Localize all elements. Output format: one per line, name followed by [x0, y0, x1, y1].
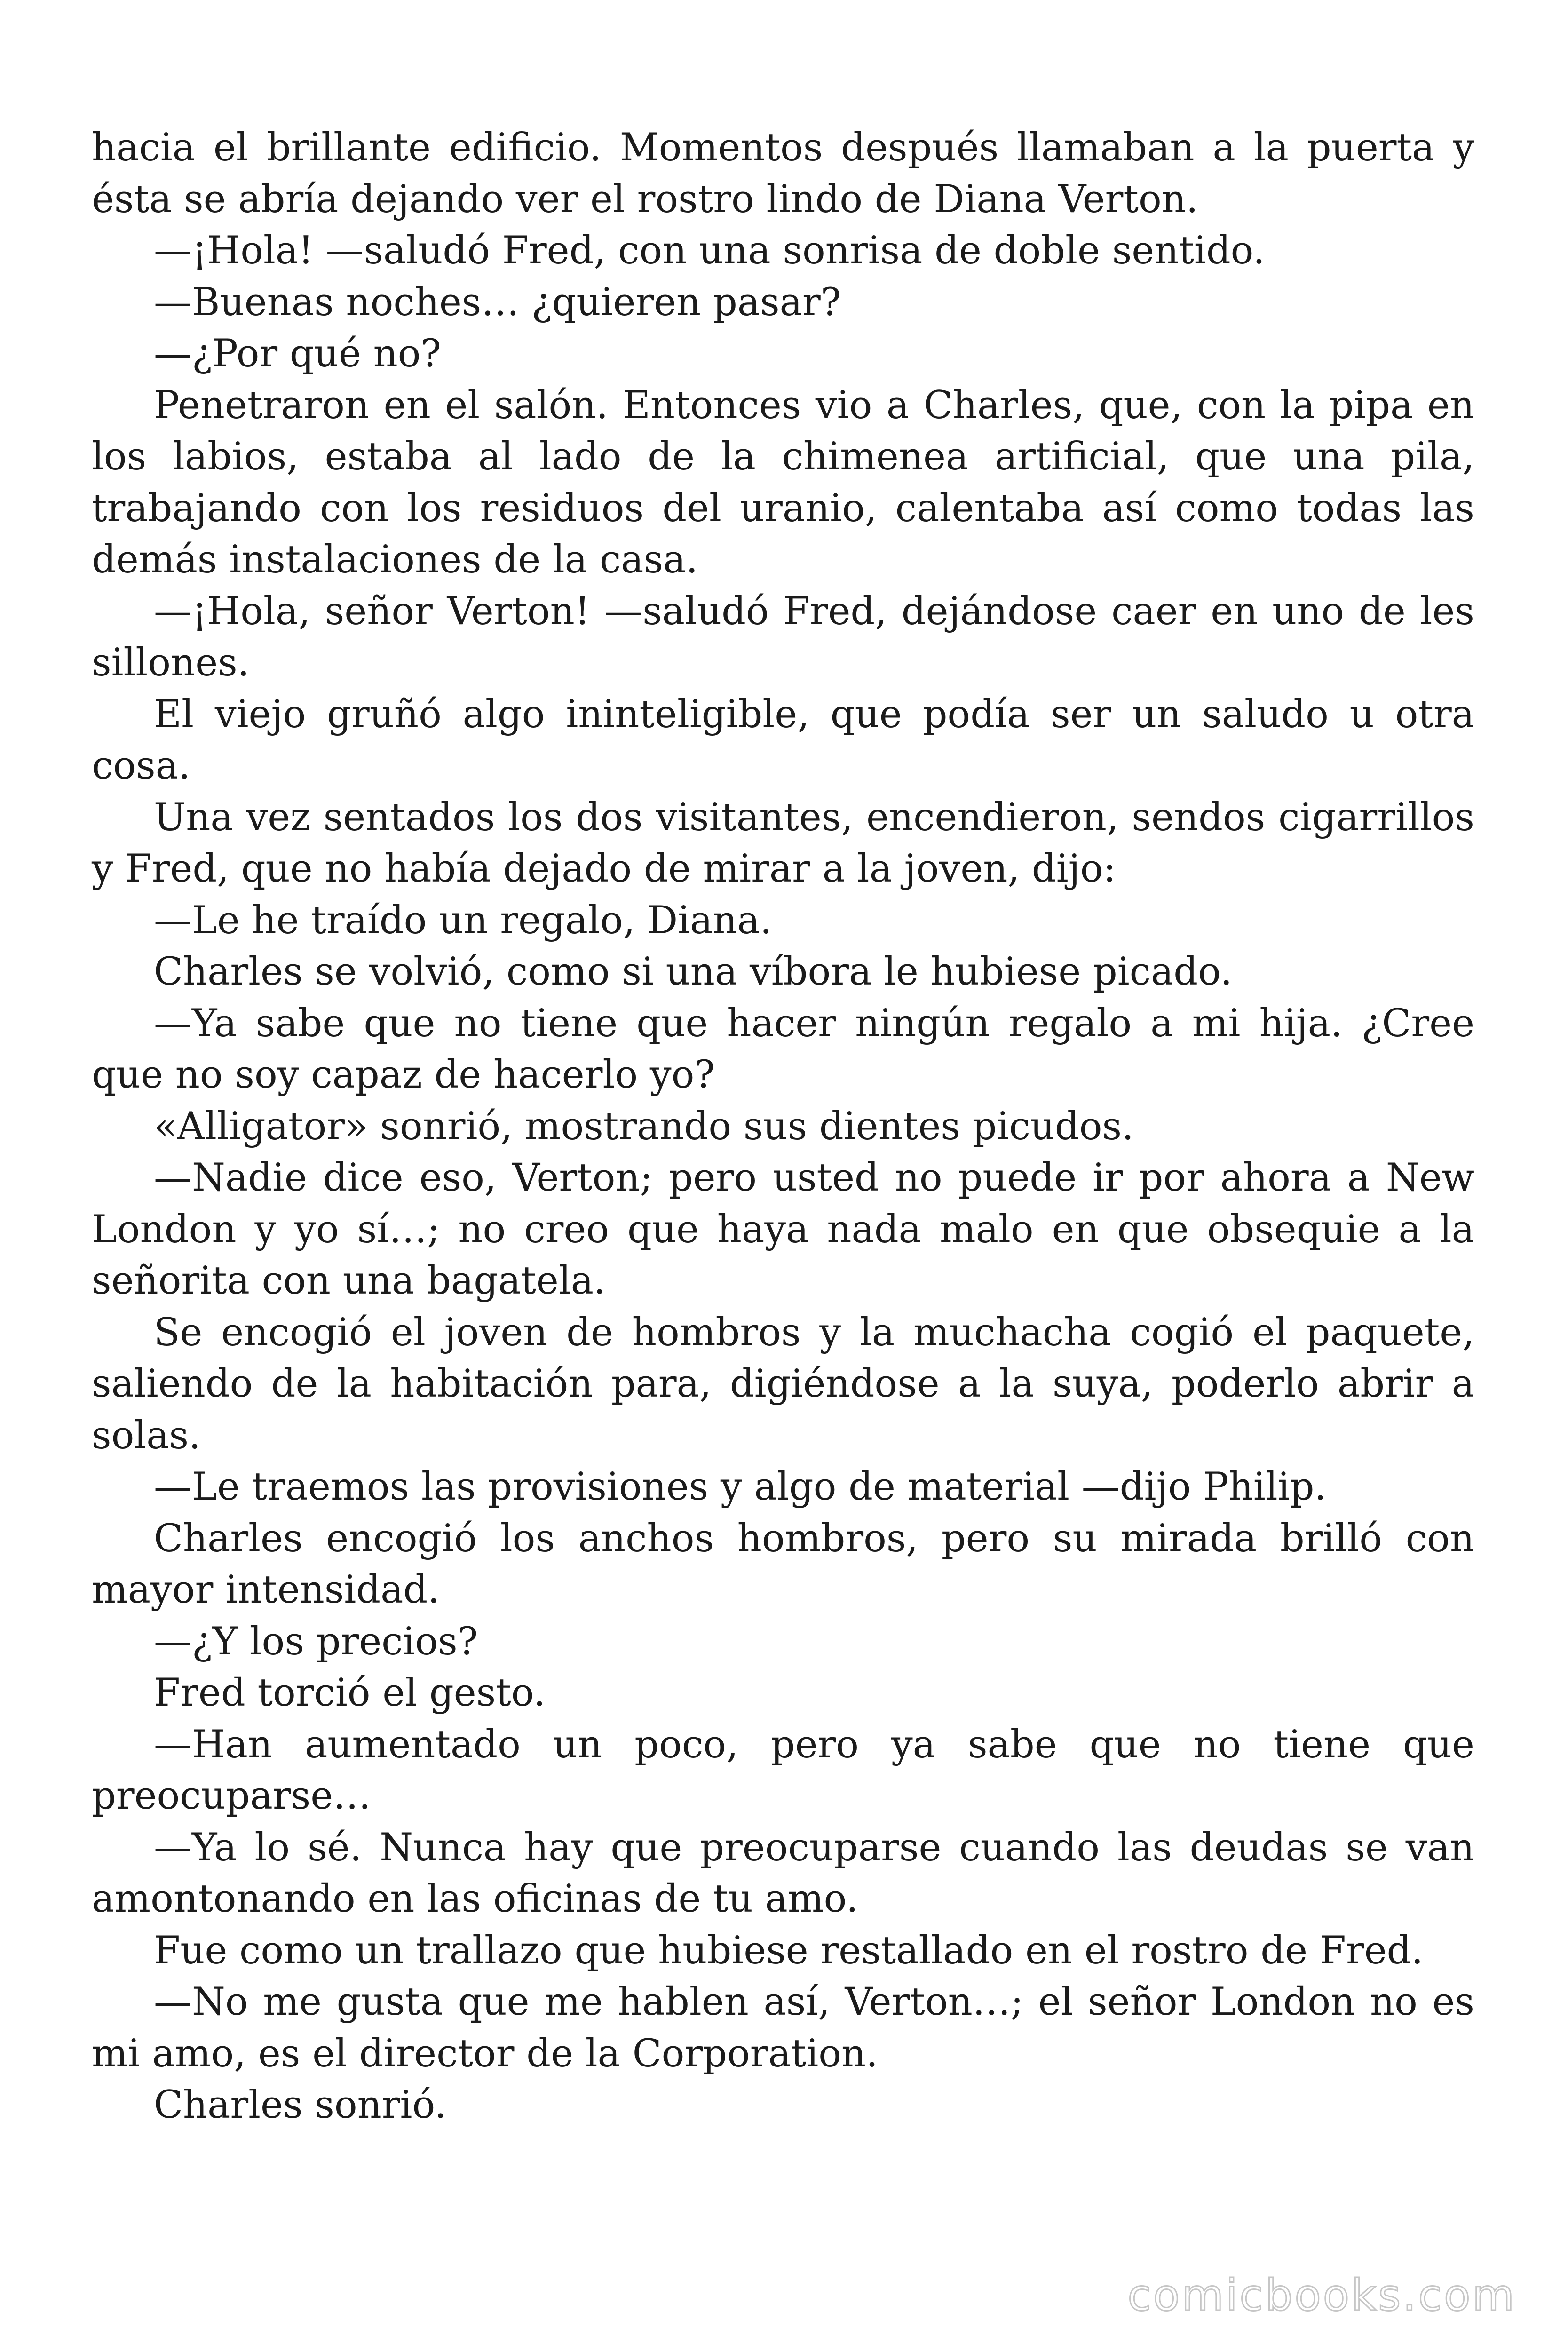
- paragraph: Fue como un trallazo que hubiese restallado en el rostro de Fred.: [154, 1928, 1424, 1973]
- paragraph: «Alligator» sonrió, mostrando sus dientes picudos.: [154, 1104, 1134, 1149]
- paragraph: Charles sonrió.: [154, 2083, 447, 2127]
- paragraph: Penetraron en el salón. Entonces vio a Charles, que, con la pipa en los labios, estaba al lado de la chimenea artificial, que una pila, trabajando con los residuos del uranio, calentaba así como todas las demás instalaciones de la casa.: [92, 383, 1474, 582]
- paragraph: Fred torció el gesto.: [154, 1671, 546, 1715]
- paragraph: —Han aumentado un poco, pero ya sabe que no tiene que preocuparse…: [92, 1722, 1474, 1818]
- paragraph: —Ya lo sé. Nunca hay que preocuparse cuando las deudas se van amontonando en las oficinas de tu amo.: [92, 1825, 1474, 1921]
- paragraph: Charles encogió los anchos hombros, pero su mirada brilló con mayor intensidad.: [92, 1516, 1474, 1612]
- paragraph: —Ya sabe que no tiene que hacer ningún regalo a mi hija. ¿Cree que no soy capaz de hacerlo yo?: [92, 1001, 1474, 1097]
- paragraph: Una vez sentados los dos visitantes, encendieron, sendos cigarrillos y Fred, que no había dejado de mirar a la joven, dijo:: [92, 795, 1474, 891]
- paragraph: —¿Por qué no?: [154, 332, 441, 376]
- watermark: comicbooks.com: [1127, 2270, 1516, 2320]
- paragraph: hacia el brillante edificio. Momentos después llamaban a la puerta y ésta se abría dejando ver el rostro lindo de Diana Verton.: [92, 126, 1474, 222]
- paragraph: —Le traemos las provisiones y algo de material —dijo Philip.: [154, 1465, 1327, 1509]
- paragraph: Charles se volvió, como si una víbora le hubiese picado.: [154, 950, 1233, 994]
- paragraph: —¡Hola, señor Verton! —saludó Fred, dejándose caer en uno de les sillones.: [92, 589, 1474, 685]
- paragraph: El viejo gruñó algo ininteligible, que podía ser un saludo u otra cosa.: [92, 692, 1474, 788]
- paragraph: —Nadie dice eso, Verton; pero usted no puede ir por ahora a New London y yo sí…; no creo que haya nada malo en que obsequie a la señorita con una bagatela.: [92, 1156, 1474, 1303]
- paragraph: Se encogió el joven de hombros y la muchacha cogió el paquete, saliendo de la habitación para, digiéndose a la suya, poderlo abrir a solas.: [92, 1310, 1474, 1458]
- page-text: [92, 122, 1474, 2131]
- paragraph: —No me gusta que me hablen así, Verton…; el señor London no es mi amo, es el director de la Corporation.: [92, 1980, 1474, 2076]
- paragraph: —Buenas noches… ¿quieren pasar?: [154, 280, 841, 325]
- paragraph: —¡Hola! —saludó Fred, con una sonrisa de doble sentido.: [154, 229, 1265, 273]
- paragraph: —Le he traído un regalo, Diana.: [154, 898, 772, 943]
- paragraph: —¿Y los precios?: [154, 1619, 478, 1664]
